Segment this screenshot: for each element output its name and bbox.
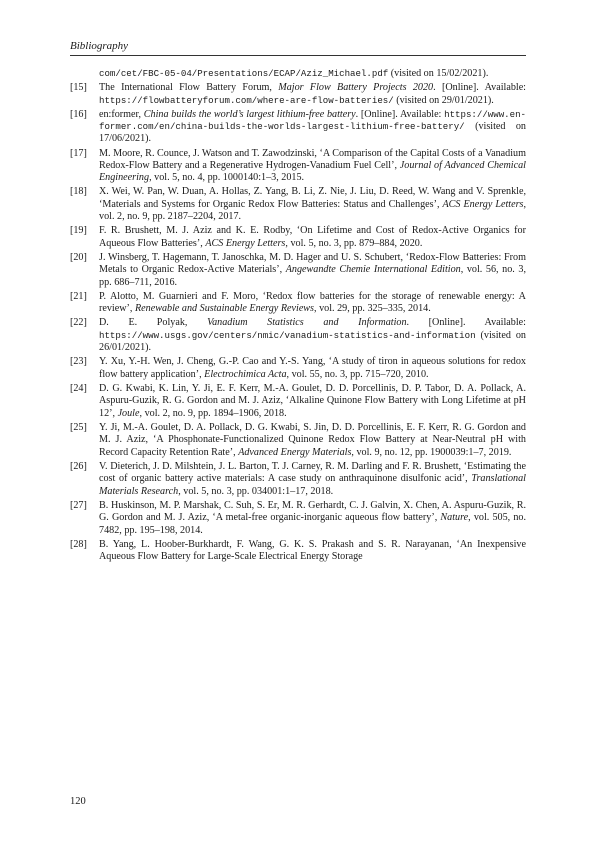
reference-details: , vol. 9, no. 12, pp. 1900039:1–7, 2019. — [351, 446, 512, 458]
reference-url[interactable]: https://flowbatteryforum.com/where-are-flow-batteries/ — [99, 94, 394, 106]
reference-details: , vol. 5, no. 4, pp. 1000140:1–3, 2015. — [149, 172, 305, 184]
reference-venue: ACS Energy Letters — [442, 198, 524, 210]
reference-authors-title: D. E. Polyak, — [99, 317, 208, 329]
reference-number: [17] — [70, 147, 87, 159]
reference-venue: Joule — [117, 407, 140, 419]
reference-details: , vol. 5, no. 3, pp. 034001:1–17, 2018. — [178, 485, 334, 497]
reference-details: , vol. 2, no. 9, pp. 1894–1906, 2018. — [139, 407, 287, 419]
reference-item — [70, 186, 526, 223]
reference-number: [27] — [70, 499, 87, 511]
reference-item — [70, 148, 526, 185]
reference-item — [70, 422, 526, 459]
reference-item — [70, 225, 526, 250]
reference-number: [21] — [70, 290, 87, 302]
reference-authors-title: B. Yang, L. Hoober-Burkhardt, F. Wang, G. K. S. Prakash and S. R. Narayanan, ‘An Inexpensive Aqueous Flow Battery for Large-Scale Electrical Energy Storage — [99, 538, 526, 563]
reference-url[interactable]: https://www.usgs.gov/centers/nmic/vanadium-statistics-and-information — [99, 329, 476, 341]
reference-authors-title: F. R. Brushett, M. J. Aziz and K. E. Rodby, ‘On Lifetime and Cost of Redox-Active Organics for Aqueous Flow Batteries’, — [99, 225, 526, 249]
reference-number: [18] — [70, 186, 87, 198]
reference-number: [19] — [70, 225, 87, 237]
reference-authors-title: V. Dieterich, J. D. Milshtein, J. L. Barton, T. J. Carney, R. M. Darling and F. R. Brushett, ‘Estimating the cost of organic battery active materials: A case study on anthraquinone disulfonic acid’, — [99, 460, 526, 485]
reference-number: [22] — [70, 317, 87, 329]
reference-visited: (visited on 26/01/2021). — [99, 329, 526, 354]
reference-venue: Electrochimica Acta — [204, 368, 287, 380]
reference-venue: Renewable and Sustainable Energy Reviews — [134, 303, 315, 315]
reference-number: [24] — [70, 382, 87, 394]
references — [70, 82, 526, 563]
reference-item — [70, 291, 526, 316]
reference-item — [70, 317, 526, 354]
reference-venue: Major Flow Battery Projects 2020 — [278, 82, 434, 94]
reference-item — [70, 252, 526, 289]
reference-authors-title: J. Winsberg, T. Hagemann, T. Janoschka, M. D. Hager and U. S. Schubert, ‘Redox-Flow Batteries: From Metals to Organic Redox-Active Materials’, — [99, 251, 526, 276]
reference-visited: (visited on 17/06/2021). — [99, 121, 526, 145]
reference-details: , vol. 56, no. 3, pp. 686–711, 2016. — [99, 264, 526, 288]
reference-authors-title: P. Alotto, M. Guarnieri and F. Moro, ‘Redox flow batteries for the storage of renewable energy: A review’, — [99, 290, 526, 315]
reference-item — [70, 82, 526, 107]
page-number: 120 — [70, 796, 86, 807]
reference-details: , vol. 55, no. 3, pp. 715–720, 2010. — [286, 368, 429, 380]
reference-venue: Angewandte Chemie International Edition — [285, 264, 461, 276]
reference-details: , vol. 505, no. 7482, pp. 195–198, 2014. — [99, 512, 526, 536]
reference-details: . [Online]. Available: — [433, 82, 527, 94]
reference-details: . [Online]. Available: — [406, 317, 526, 329]
reference-item — [70, 461, 526, 498]
reference-item — [70, 500, 526, 537]
reference-authors-title: M. Moore, R. Counce, J. Watson and T. Zawodzinski, ‘A Comparison of the Capital Costs of a Vanadium Redox-Flow Battery and a Regenerative Hydrogen-Vanadium Fuel Cell’, — [99, 147, 526, 171]
reference-authors-title: X. Wei, W. Pan, W. Duan, A. Hollas, Z. Yang, B. Li, Z. Nie, J. Liu, D. Reed, W. Wang and V. Sprenkle, ‘Materials and Systems for Organic Redox Flow Batteries: Status and Challenges’, — [99, 186, 526, 210]
reference-number: [25] — [70, 421, 87, 433]
reference-authors-title: The International Flow Battery Forum, — [99, 82, 279, 94]
running-head: Bibliography — [70, 40, 526, 56]
reference-number: [28] — [70, 538, 87, 550]
reference-venue: ACS Energy Letters — [205, 237, 286, 249]
reference-details: . [Online]. Available: — [355, 108, 445, 120]
reference-authors-title: B. Huskinson, M. P. Marshak, C. Suh, S. Er, M. R. Gerhardt, C. J. Galvin, X. Chen, A. Aspuru-Guzik, R. G. Gordon and M. J. Aziz, ‘A metal-free organic-inorganic aqueous flow battery’, — [99, 499, 526, 524]
reference-venue: Advanced Energy Materials — [238, 446, 352, 458]
reference-number: [16] — [70, 108, 87, 120]
reference-authors-title: Y. Ji, M.-A. Goulet, D. A. Pollack, D. G. Kwabi, S. Jin, D. D. Porcellinis, E. F. Kerr, R. G. Gordon and M. J. Aziz, ‘A Phosphonate-Functionalized Quinone Redox Flow Battery at Near-Neutral pH with Record Capacity Retention Rate’, — [99, 421, 526, 458]
reference-list — [70, 68, 526, 565]
reference-visited: (visited on 15/02/2021). — [388, 68, 489, 79]
reference-venue: Journal of Advanced Chemical Engineering — [99, 159, 526, 184]
reference-venue: Vanadium Statistics and Information — [207, 317, 407, 329]
reference-number: [26] — [70, 460, 87, 472]
reference-details: , vol. 29, pp. 325–335, 2014. — [314, 303, 431, 315]
reference-details: , vol. 5, no. 3, pp. 879–884, 2020. — [285, 237, 423, 249]
reference-authors-title: D. G. Kwabi, K. Lin, Y. Ji, E. F. Kerr, M.-A. Goulet, D. D. Porcellinis, D. P. Tabor, D. A. Pollack, A. Aspuru-Guzik, R. G. Gordon and M. J. Aziz, ‘Alkaline Quinone Flow Battery with Long Lifetime at pH 12’, — [99, 382, 526, 419]
reference-authors-title: en:former, — [99, 108, 144, 120]
reference-venue: Translational Materials Research — [99, 473, 526, 497]
reference-item — [70, 539, 526, 564]
reference-number: [23] — [70, 356, 87, 368]
reference-item — [70, 109, 526, 146]
reference-venue: Nature — [440, 512, 469, 524]
reference-item — [70, 356, 526, 381]
reference-visited: (visited on 29/01/2021). — [393, 94, 494, 106]
reference-details: , vol. 2, no. 9, pp. 2187–2204, 2017. — [99, 198, 526, 223]
reference-number: [20] — [70, 251, 87, 263]
reference-url[interactable]: com/cet/FBC-05-04/Presentations/ECAP/Aziz_Michael.pdf — [99, 68, 389, 79]
reference-item — [70, 383, 526, 420]
reference-venue: China builds the world’s largest lithium-free battery — [143, 108, 356, 120]
reference-url[interactable]: https://www.en-former.com/en/china-builds-the-worlds-largest-lithium-free-battery/ — [99, 108, 526, 132]
reference-number: [15] — [70, 82, 87, 94]
reference-continuation — [70, 68, 526, 80]
reference-authors-title: Y. Xu, Y.-H. Wen, J. Cheng, G.-P. Cao and Y.-S. Yang, ‘A study of tiron in aqueous solutions for redox flow battery application’, — [99, 356, 526, 380]
